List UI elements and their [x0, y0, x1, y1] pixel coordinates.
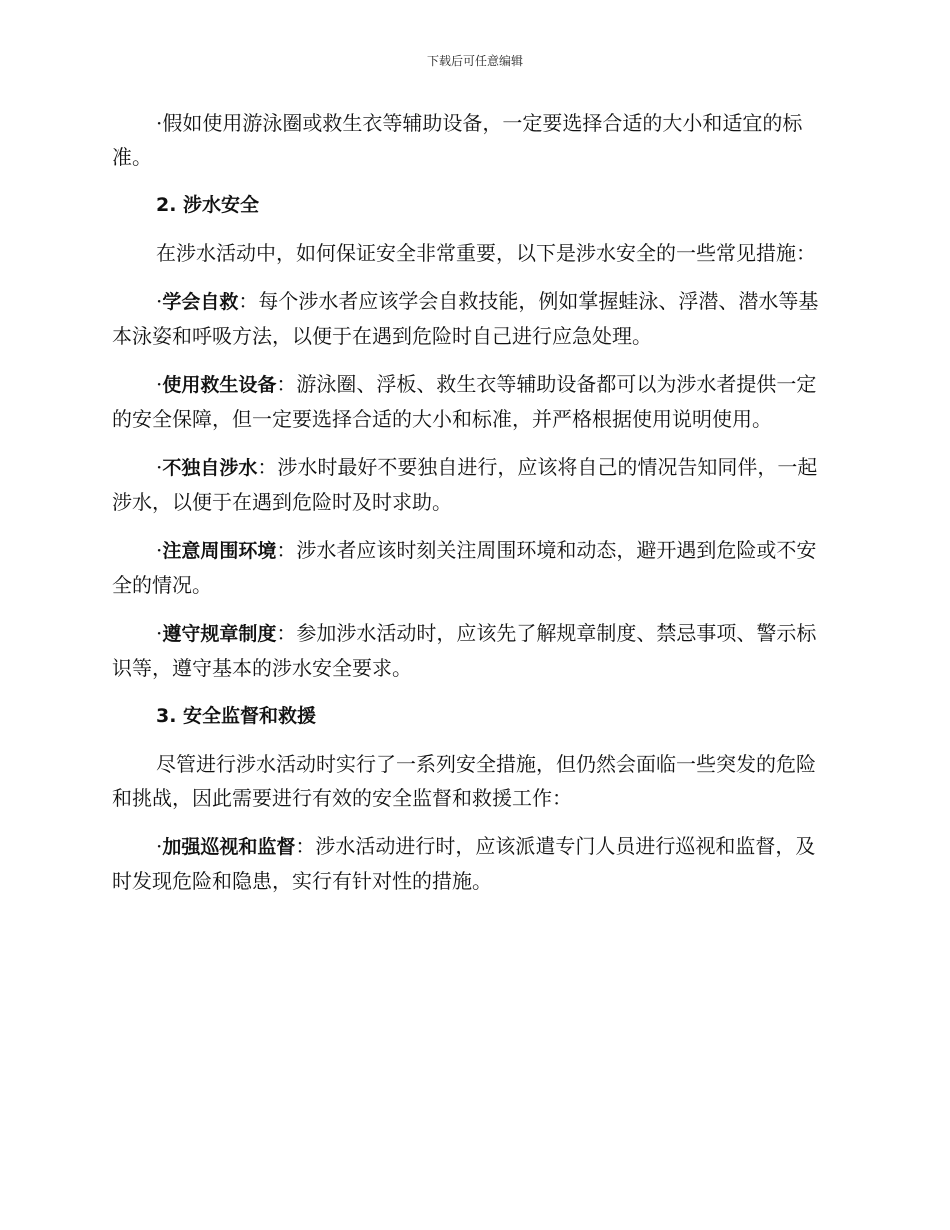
bullet-mark: ·	[156, 289, 163, 313]
bullet-paragraph	[112, 616, 832, 685]
bullet-paragraph	[112, 367, 832, 436]
page-header: 下载后可任意编辑	[426, 54, 523, 68]
intro-paragraph: 尽管进行涉水活动时实行了一系列安全措施，但仍然会面临一些突发的危险和挑战，因此需要进行有效的安全监督和救援工作：	[112, 752, 816, 810]
bullet-paragraph	[112, 829, 832, 898]
bullet-mark: ·	[156, 372, 163, 396]
bullet-term: 遵守规章制度	[162, 623, 277, 645]
bullet-mark: ·	[156, 834, 163, 858]
bullet-term: 不独自涉水	[162, 457, 258, 479]
paragraph-text: ：游泳圈、浮板、救生衣等辅助设备都可以为涉水者提供一定的安全保障，但一定要选择合适的大小和标准，并严格根据使用说明使用。	[112, 372, 817, 431]
paragraph-text: ：涉水活动进行时，应该派遣专门人员进行巡视和监督，及时发现危险和隐患，实行有针对性的措施。	[112, 834, 816, 893]
bullet-mark: ·	[156, 111, 163, 135]
bullet-term: 使用救生设备	[162, 374, 277, 396]
paragraph-text: ：每个涉水者应该学会自救技能，例如掌握蛙泳、浮潜、潜水等基本泳姿和呼吸方法，以便于在遇到危险时自己进行应急处理。	[112, 289, 819, 348]
bullet-paragraph	[112, 106, 832, 174]
paragraph-text: ：涉水时最好不要独自进行，应该将自己的情况告知同伴，一起涉水，以便于在遇到危险时及时求助。	[112, 455, 818, 514]
bullet-term: 学会自救	[162, 291, 239, 313]
section-heading-3: 3. 安全监督和救援	[156, 705, 317, 727]
bullet-paragraph	[112, 533, 832, 602]
section-heading-2: 2. 涉水安全	[156, 194, 260, 216]
bullet-mark: ·	[156, 538, 163, 562]
intro-paragraph: 在涉水活动中，如何保证安全非常重要，以下是涉水安全的一些常见措施：	[156, 241, 816, 265]
paragraph-text: ：涉水者应该时刻关注周围环境和动态，避开遇到危险或不安全的情况。	[112, 538, 817, 597]
document-body	[112, 106, 832, 898]
bullet-paragraph	[112, 284, 832, 353]
bullet-term: 加强巡视和监督	[162, 836, 296, 858]
paragraph-text: 假如使用游泳圈或救生衣等辅助设备，一定要选择合适的大小和适宜的标准。	[112, 111, 803, 169]
paragraph-text: ：参加涉水活动时，应该先了解规章制度、禁忌事项、警示标识等，遵守基本的涉水安全要求。	[112, 621, 817, 680]
bullet-mark: ·	[156, 621, 163, 645]
bullet-paragraph	[112, 450, 832, 519]
bullet-term: 注意周围环境	[162, 540, 277, 562]
bullet-mark: ·	[156, 455, 163, 479]
